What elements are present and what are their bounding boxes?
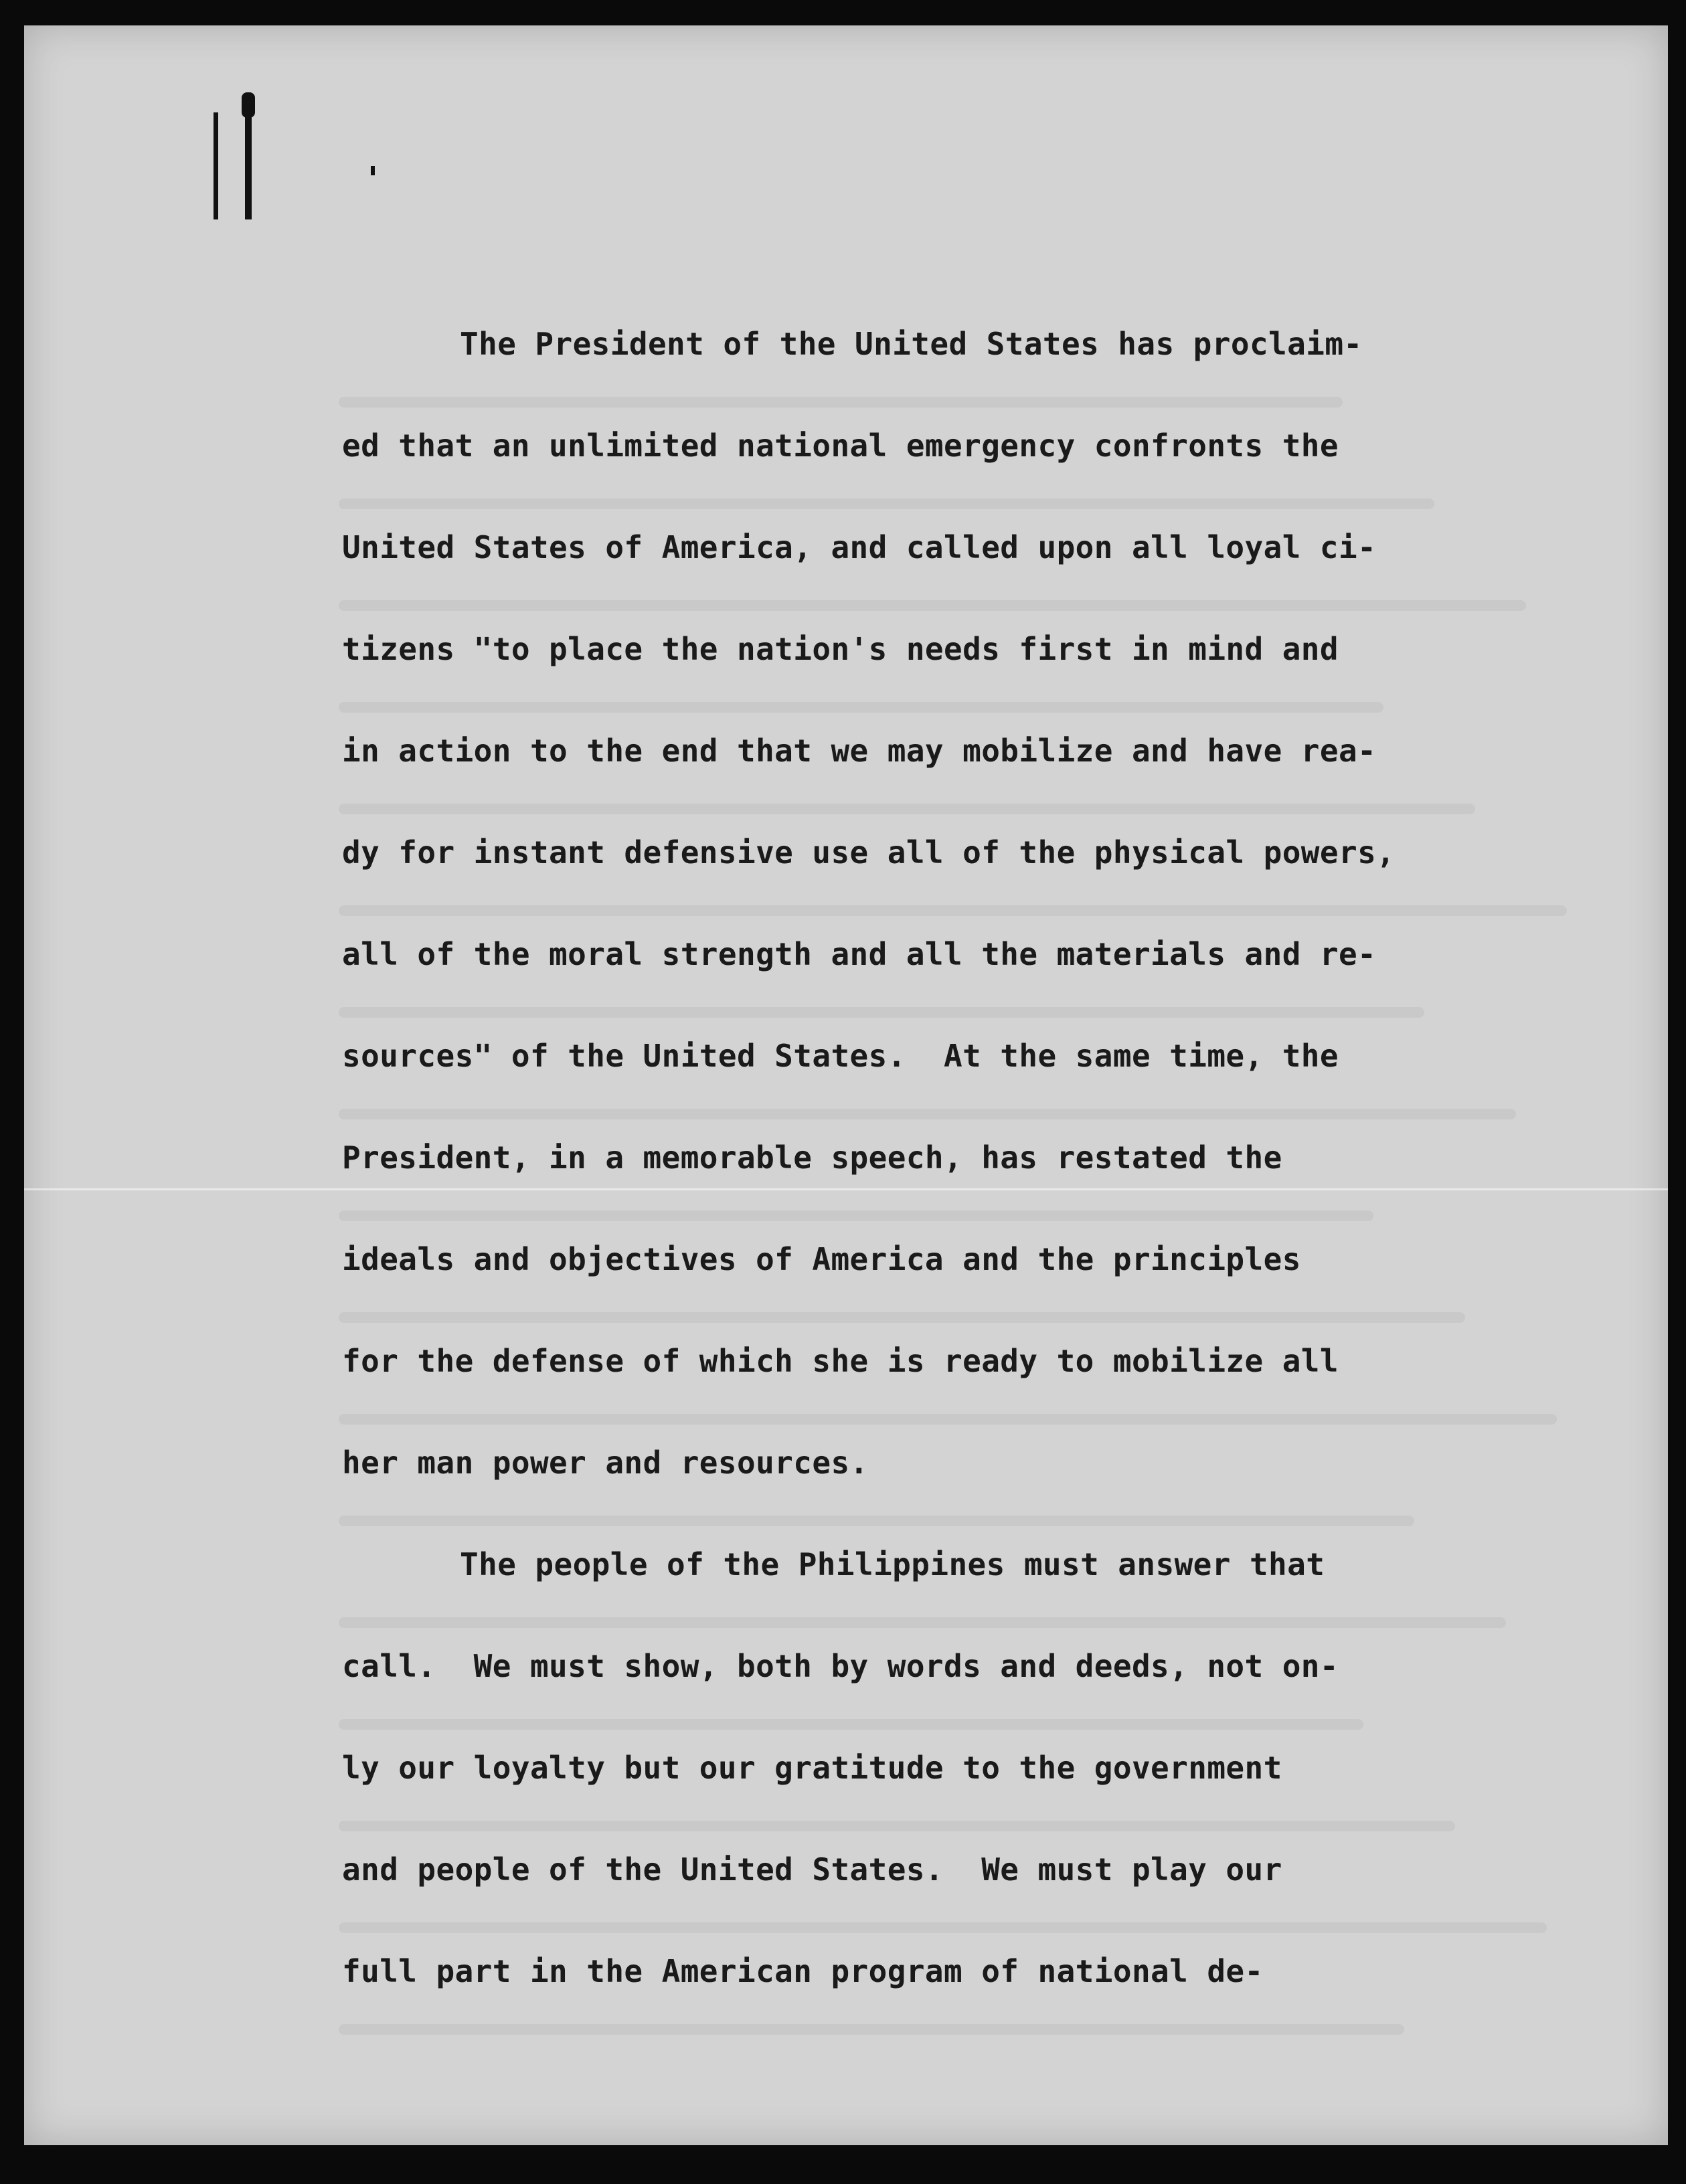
text-line: The people of the Philippines must answer that bbox=[460, 1546, 1325, 1582]
text-line: her man power and resources. bbox=[342, 1445, 869, 1481]
text-line: in action to the end that we may mobilize and have rea- bbox=[342, 733, 1377, 769]
text-line: and people of the United States. We must play our bbox=[342, 1851, 1282, 1888]
punch-mark bbox=[214, 112, 218, 219]
punch-mark bbox=[242, 92, 255, 118]
text-line: The President of the United States has proclaim- bbox=[460, 326, 1363, 362]
text-line: ly our loyalty but our gratitude to the government bbox=[342, 1750, 1282, 1786]
bleed-line bbox=[339, 2024, 1404, 2035]
text-line: United States of America, and called upon all loyal ci- bbox=[342, 529, 1377, 565]
text-line: call. We must show, both by words and deeds, not on- bbox=[342, 1648, 1339, 1684]
punch-mark bbox=[371, 166, 375, 175]
document-body bbox=[342, 293, 1395, 2022]
text-line: sources" of the United States. At the same time, the bbox=[342, 1038, 1339, 1074]
text-line: dy for instant defensive use all of the physical powers, bbox=[342, 834, 1396, 871]
text-line: tizens "to place the nation's needs first in mind and bbox=[342, 631, 1339, 667]
text-line: full part in the American program of national de- bbox=[342, 1953, 1264, 1989]
text-line: for the defense of which she is ready to mobilize all bbox=[342, 1343, 1339, 1379]
text-line: ed that an unlimited national emergency confronts the bbox=[342, 428, 1339, 464]
text-line: ideals and objectives of America and the principles bbox=[342, 1241, 1301, 1277]
text-line: President, in a memorable speech, has restated the bbox=[342, 1140, 1282, 1176]
document-page bbox=[24, 25, 1668, 2145]
text-line: all of the moral strength and all the materials and re- bbox=[342, 936, 1377, 972]
